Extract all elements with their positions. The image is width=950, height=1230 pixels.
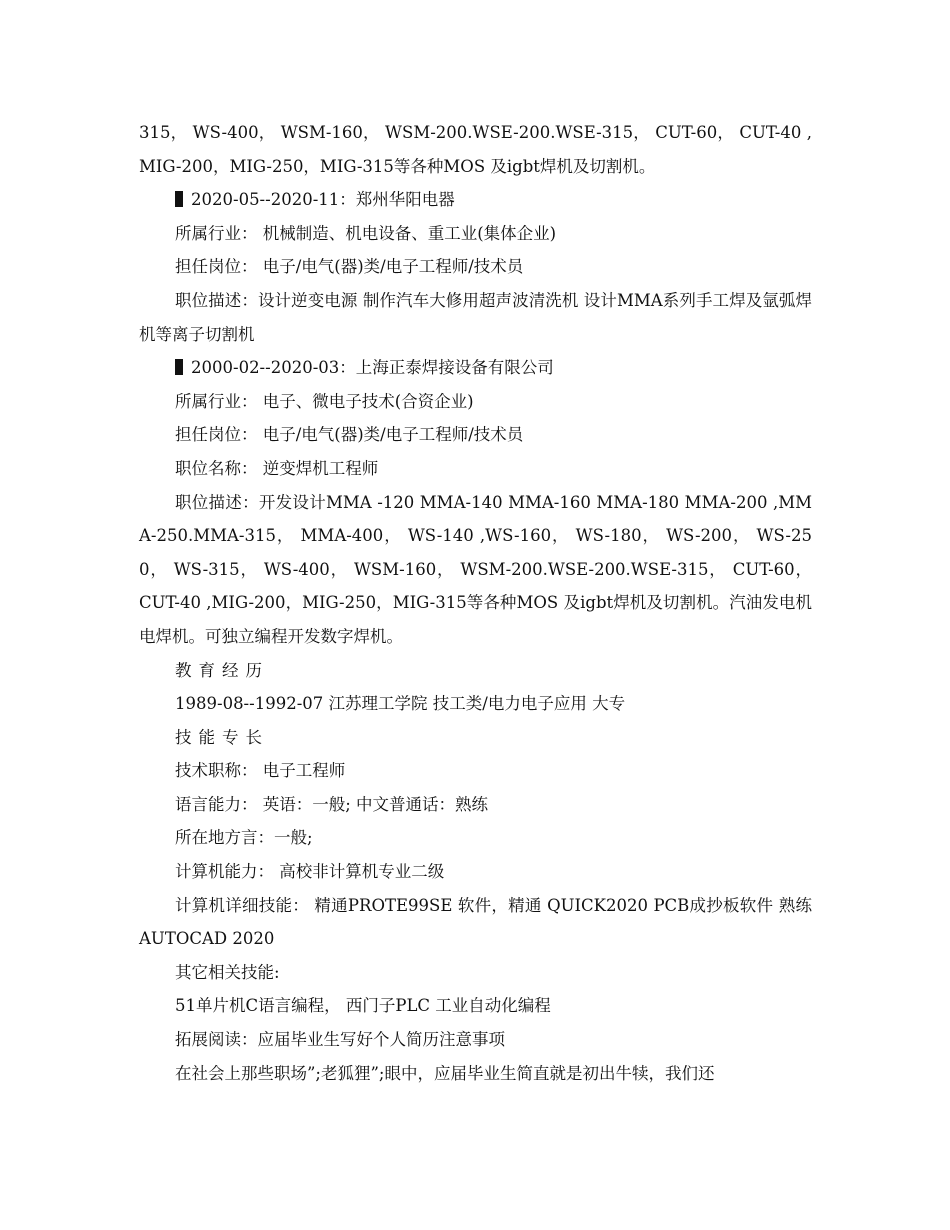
job-title: 职位名称： 逆变焊机工程师 bbox=[175, 458, 379, 478]
job-description: 职位描述：开发设计MMA -120 MMA-140 MMA-160 MMA-180 MMA-200 ,MMA-250.MMA-315， MMA-400， WS-140 ,WS-160， WS-180， WS-200， WS-250， WS-315， WS-400， WSM-160， WSM-200.WSE-200.WSE-315， CUT-60， CUT-40 ,MIG-200，MIG-250，MIG-315等各种MOS 及igbt焊机及切割机。汽油发电机电焊机。可独立编程开发数字焊机。 bbox=[139, 492, 812, 646]
education-item: 1989-08--1992-07 江苏理工学院 技工类/电力电子应用 大专 bbox=[175, 694, 626, 714]
skills-heading: 技能专长 bbox=[175, 727, 269, 747]
computer-detail-skills: 计算机详细技能： 精通PROTE99SE 软件，精通 QUICK2020 PCB成抄板软件 熟练AUTOCAD 2020 bbox=[139, 895, 812, 949]
job-description: 职位描述：设计逆变电源 制作汽车大修用超声波清洗机 设计MMA系列手工焊及氩弧焊机等离子切割机 bbox=[139, 290, 812, 344]
job-position: 担任岗位： 电子/电气(器)类/电子工程师/技术员 bbox=[175, 257, 524, 277]
job-header-zhengtai bbox=[139, 351, 812, 385]
document-body bbox=[139, 116, 812, 1090]
extended-reading: 拓展阅读：应届毕业生写好个人简历注意事项 bbox=[175, 1030, 505, 1050]
computer-ability: 计算机能力： 高校非计算机专业二级 bbox=[175, 862, 445, 882]
other-skills-label: 其它相关技能: bbox=[175, 962, 280, 982]
dialect: 所在地方言：一般; bbox=[175, 828, 313, 848]
job-header-huayang bbox=[139, 183, 812, 217]
tech-title: 技术职称： 电子工程师 bbox=[175, 761, 346, 781]
bullet-marker-icon bbox=[175, 359, 183, 375]
job-description-continuation: 315， WS-400， WSM-160， WSM-200.WSE-200.WSE-315， CUT-60， CUT-40 ,MIG-200，MIG-250，MIG-315等各种MOS 及igbt焊机及切割机。 bbox=[139, 123, 812, 176]
bullet-marker-icon bbox=[175, 191, 183, 207]
job-header-text: 2020-05--2020-11：郑州华阳电器 bbox=[191, 190, 455, 210]
job-header-text: 2000-02--2020-03：上海正泰焊接设备有限公司 bbox=[191, 358, 554, 378]
job-position: 担任岗位： 电子/电气(器)类/电子工程师/技术员 bbox=[175, 425, 524, 445]
last-line: 在社会上那些职场”;老狐狸”;眼中，应届毕业生简直就是初出牛犊，我们还 bbox=[175, 1063, 715, 1083]
other-skills-item: 51单片机C语言编程， 西门子PLC 工业自动化编程 bbox=[175, 996, 551, 1016]
language-ability: 语言能力： 英语：一般; 中文普通话：熟练 bbox=[175, 794, 489, 814]
education-heading: 教育经历 bbox=[175, 660, 269, 680]
job-industry: 所属行业： 电子、微电子技术(合资企业) bbox=[175, 391, 474, 411]
job-industry: 所属行业： 机械制造、机电设备、重工业(集体企业) bbox=[175, 223, 557, 243]
